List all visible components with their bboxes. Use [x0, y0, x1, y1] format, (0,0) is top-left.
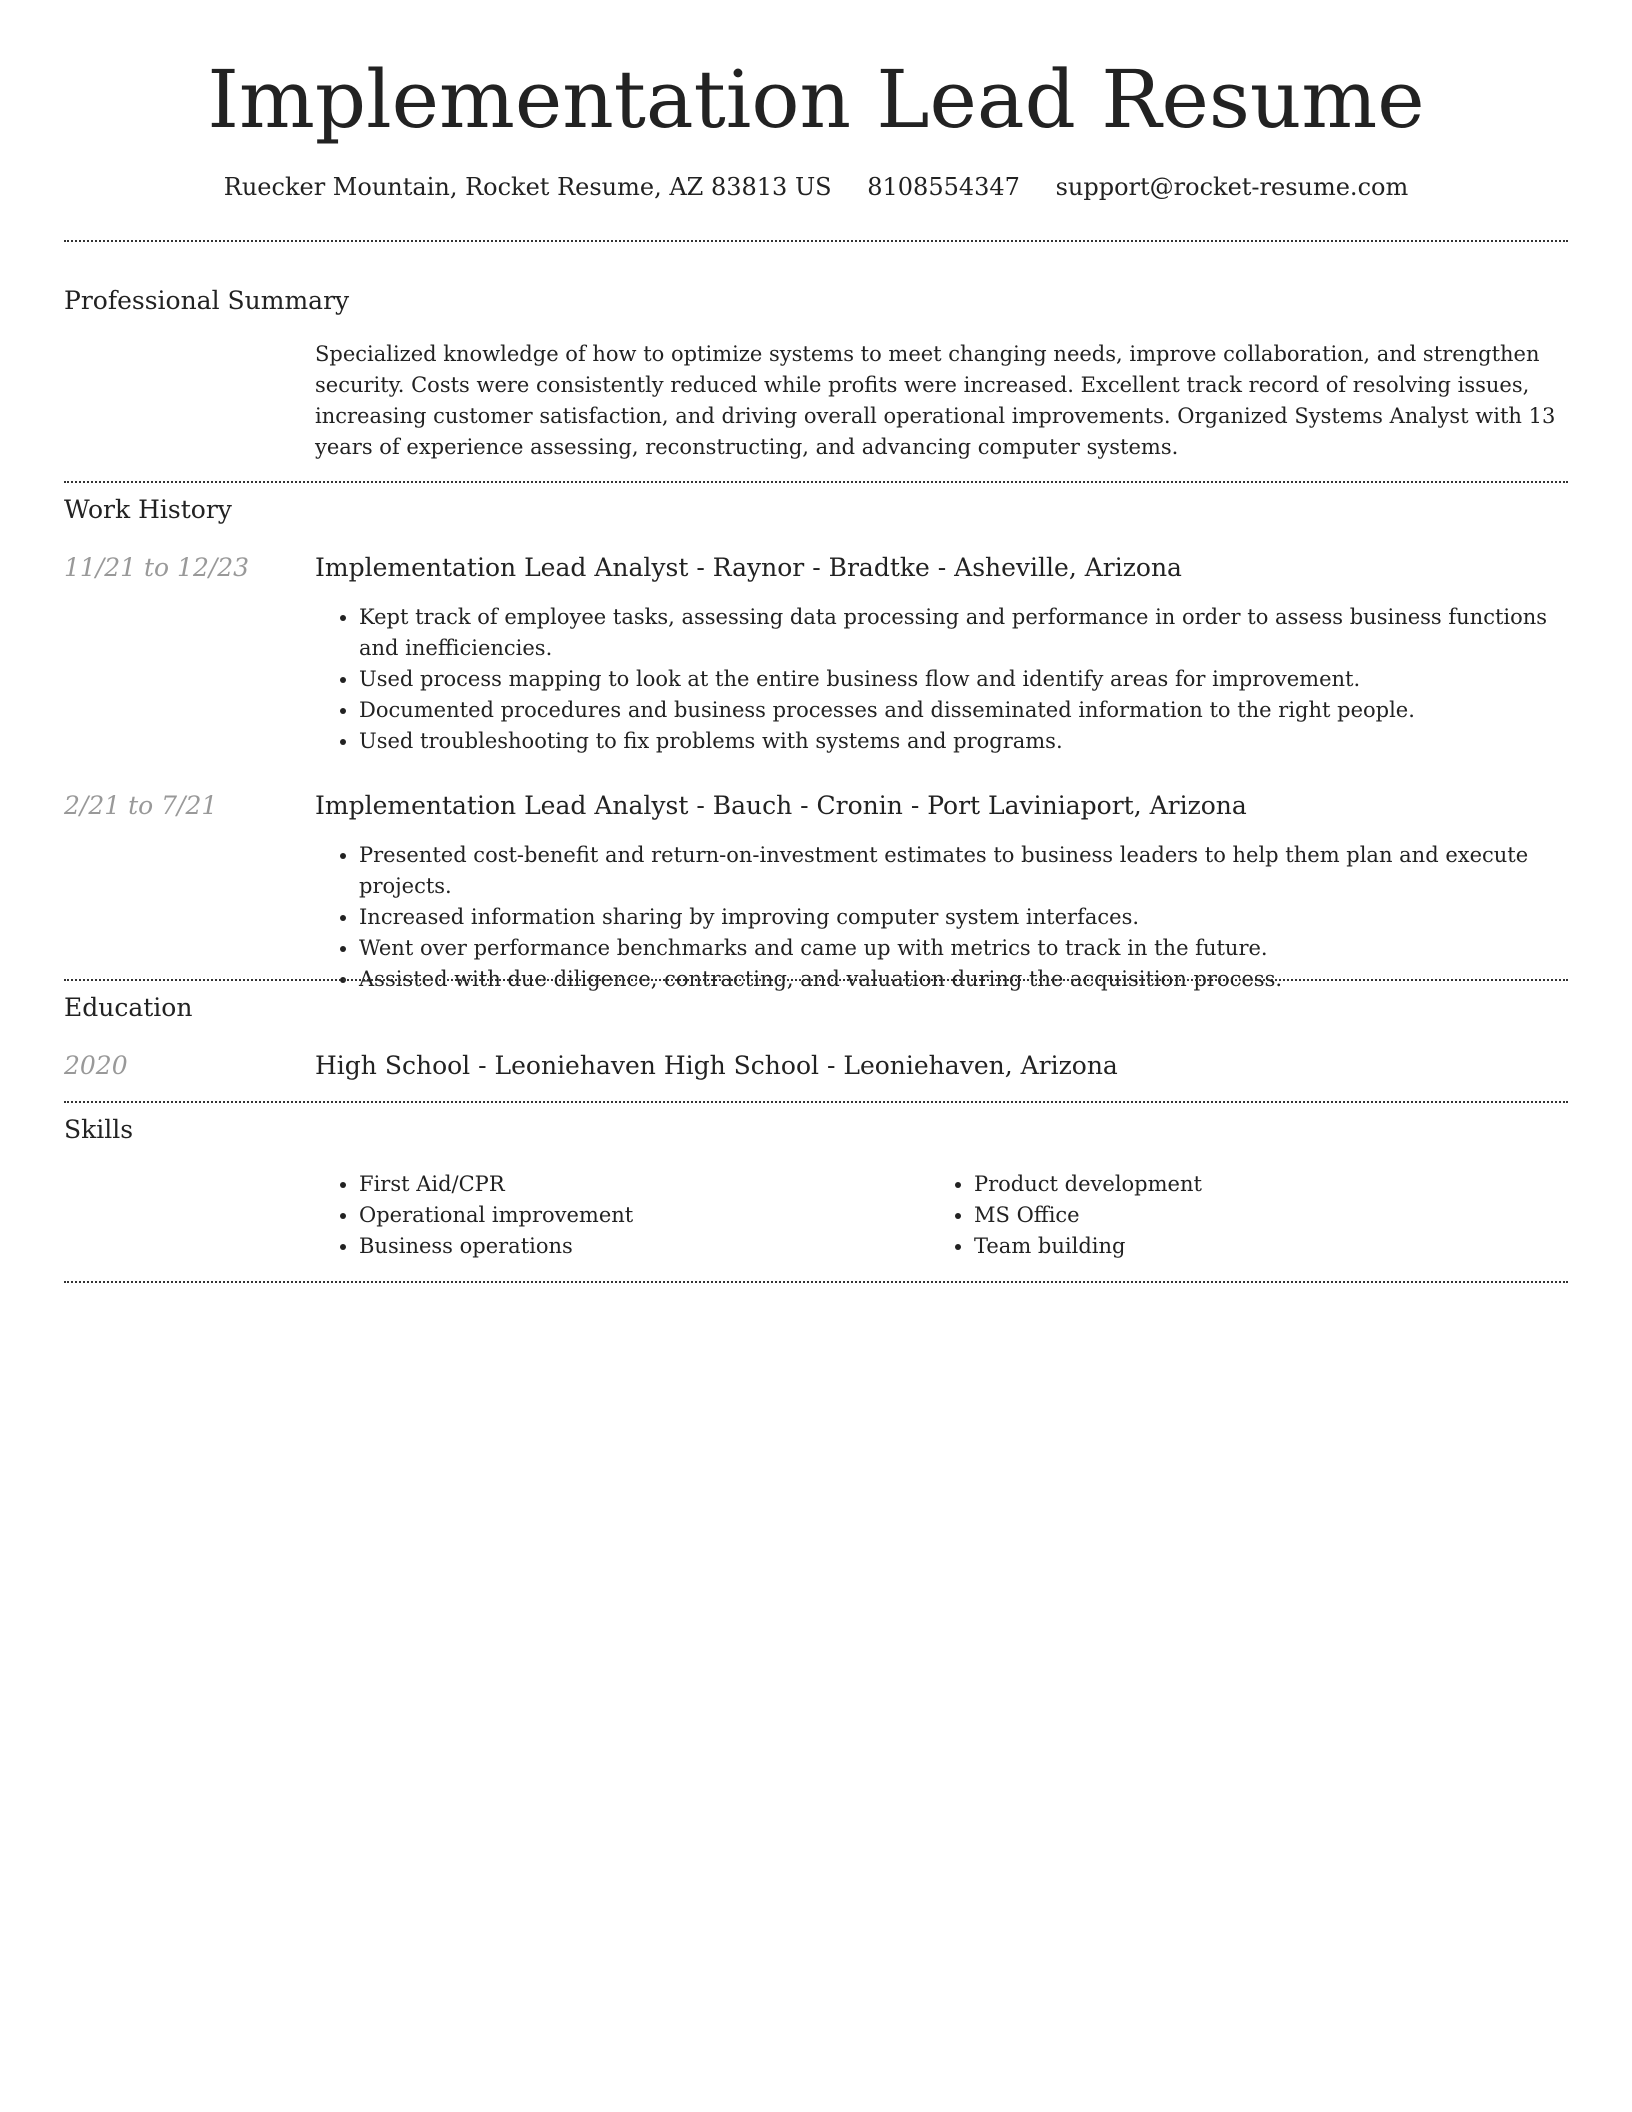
list-item: • Operational improvement: [359, 1200, 633, 1231]
list-item: • Went over performance benchmarks and came up with metrics to track in the future.: [359, 933, 1568, 964]
job-bullets: [315, 840, 1568, 995]
job-title: Implementation Lead Analyst - Raynor - Bradtke - Asheville, Arizona: [315, 553, 1182, 582]
list-item: • Used process mapping to look at the entire business flow and identify areas for improvement.: [359, 664, 1568, 695]
section-divider: [64, 240, 1568, 242]
work-history-heading: Work History: [64, 495, 232, 524]
list-item: • Used troubleshooting to fix problems with systems and programs.: [359, 726, 1568, 757]
list-item: • Assisted with due diligence, contracting, and valuation during the acquisition process.: [359, 964, 1568, 995]
skills-list-right: [930, 1169, 1202, 1262]
list-item: • Business operations: [359, 1231, 633, 1262]
list-item: • MS Office: [974, 1200, 1202, 1231]
summary-heading: Professional Summary: [64, 286, 350, 315]
education-title: High School - Leoniehaven High School - Leoniehaven, Arizona: [315, 1051, 1118, 1080]
skills-heading: Skills: [64, 1115, 134, 1144]
list-item: • Kept track of employee tasks, assessing data processing and performance in order to assess business functions and inefficiencies.: [359, 602, 1568, 664]
list-item: • First Aid/CPR: [359, 1169, 633, 1200]
skills-list-left: [315, 1169, 633, 1262]
education-heading: Education: [64, 993, 193, 1022]
job-dates: 11/21 to 12/23: [64, 553, 250, 582]
list-item: • Product development: [974, 1169, 1202, 1200]
list-item: • Team building: [974, 1231, 1202, 1262]
job-bullets: [315, 602, 1568, 757]
education-date: 2020: [64, 1051, 128, 1080]
contact-phone: 8108554347: [867, 173, 1020, 201]
page-title: Implementation Lead Resume: [207, 53, 1425, 146]
summary-text: Specialized knowledge of how to optimize systems to meet changing needs, improve collaboration, and strengthen security. Costs were consistently reduced while profits were increased. Excellent track record of resolving issues, increasing customer satisfaction, and driving overall operational improvements. Organized Systems Analyst with 13 years of experience assessing, reconstructing, and advancing computer systems.: [315, 342, 1556, 459]
contact-line: [64, 170, 1568, 204]
contact-address: Ruecker Mountain, Rocket Resume, AZ 83813 US: [223, 173, 832, 201]
list-item: • Increased information sharing by improving computer system interfaces.: [359, 902, 1568, 933]
job-title: Implementation Lead Analyst - Bauch - Cronin - Port Laviniaport, Arizona: [315, 791, 1247, 820]
job-dates: 2/21 to 7/21: [64, 791, 218, 820]
list-item: • Presented cost-benefit and return-on-investment estimates to business leaders to help them plan and execute projects.: [359, 840, 1568, 902]
section-divider: [64, 481, 1568, 483]
section-divider: [64, 979, 1568, 981]
section-divider: [64, 1101, 1568, 1103]
list-item: • Documented procedures and business processes and disseminated information to the right people.: [359, 695, 1568, 726]
section-divider: [64, 1281, 1568, 1283]
contact-email: support@rocket-resume.com: [1055, 173, 1409, 201]
